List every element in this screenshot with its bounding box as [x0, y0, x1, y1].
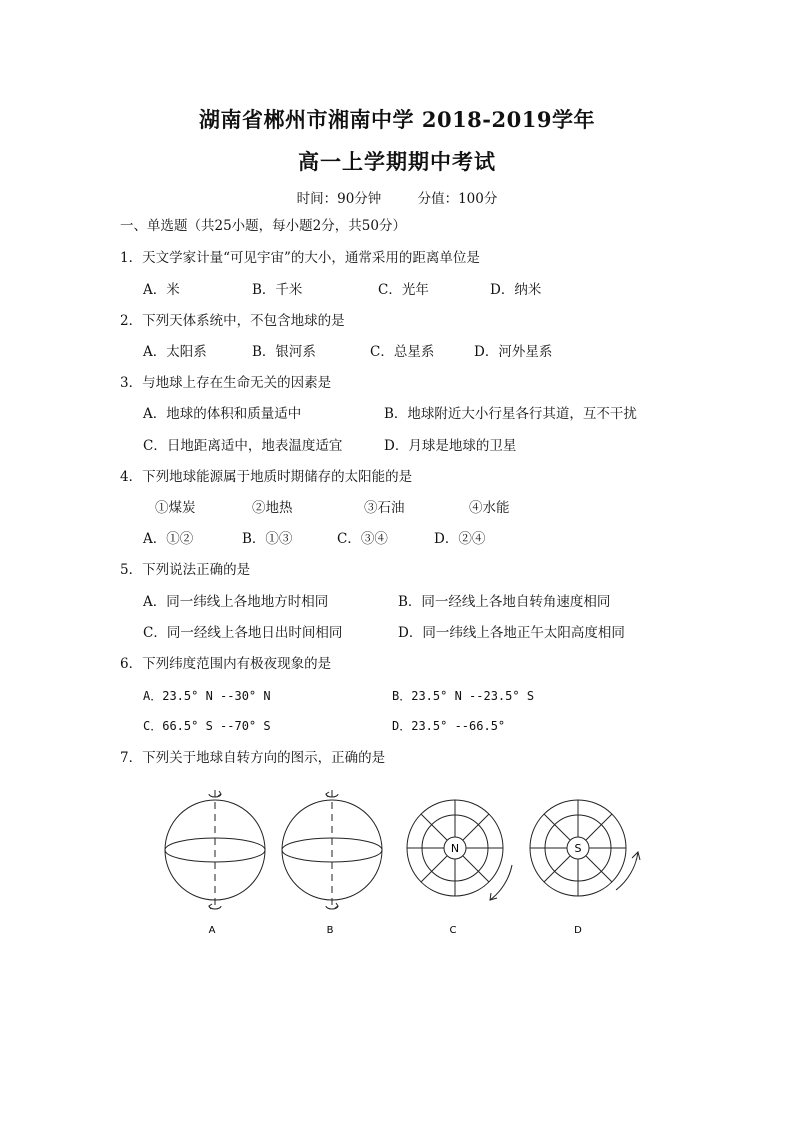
q5-option-d: D．同一纬线上各地正午太阳高度相同 — [398, 625, 625, 641]
q4-option-a: A．①② — [143, 531, 194, 547]
question-2-stem: 2．下列天体系统中，不包含地球的是 — [120, 313, 345, 329]
figure-label-d: D — [574, 925, 582, 936]
question-3-stem: 3．与地球上存在生命无关的因素是 — [120, 375, 332, 391]
south-pole-label: S — [574, 842, 582, 855]
q1-option-a: A．米 — [143, 282, 180, 298]
q1-option-b: B．千米 — [252, 282, 303, 298]
q4-option-c: C．③④ — [337, 531, 388, 547]
q3-option-d: D．月球是地球的卫星 — [384, 438, 517, 454]
q6-option-d: D．23.5° --66.5° — [392, 719, 506, 733]
q1-option-d: D．纳米 — [490, 282, 542, 298]
q6-option-a: A．23.5° N --30° N — [143, 689, 271, 703]
q3-option-a: A．地球的体积和质量适中 — [143, 406, 302, 422]
q6-option-c: C．66.5° S --70° S — [143, 719, 271, 733]
q4-option-b: B．①③ — [242, 531, 293, 547]
q4-item-3: ③石油 — [364, 500, 405, 516]
question-7-stem: 7．下列关于地球自转方向的图示，正确的是 — [120, 750, 386, 766]
q2-option-d: D．河外星系 — [474, 344, 553, 360]
q6-option-b: B．23.5° N --23.5° S — [392, 689, 535, 703]
q2-option-c: C．总星系 — [370, 344, 435, 360]
globe-a — [165, 790, 265, 910]
figure-label-b: B — [326, 925, 334, 936]
q3-option-b: B．地球附近大小行星各行其道，互不干扰 — [384, 406, 637, 422]
q4-item-2: ②地热 — [252, 500, 293, 516]
exam-info — [0, 187, 794, 207]
figure-label-a: A — [208, 925, 216, 936]
question-1-stem: 1．天文学家计量“可见宇宙”的大小，通常采用的距离单位是 — [120, 250, 480, 266]
q5-option-a: A．同一纬线上各地地方时相同 — [143, 594, 329, 610]
question-5-stem: 5．下列说法正确的是 — [120, 562, 251, 578]
section-heading: 一、单选题（共25小题，每小题2分，共50分） — [120, 218, 406, 234]
q4-item-4: ④水能 — [469, 500, 510, 516]
question-6-stem: 6．下列纬度范围内有极夜现象的是 — [120, 656, 332, 672]
polar-view-c — [407, 800, 512, 900]
q2-option-a: A．太阳系 — [143, 344, 207, 360]
exam-score: 分值：100分 — [417, 191, 498, 207]
question-4-stem: 4．下列地球能源属于地质时期储存的太阳能的是 — [120, 469, 413, 485]
exam-subtitle: 高一上学期期中考试 — [298, 149, 496, 174]
q5-option-c: C．同一经线上各地日出时间相同 — [143, 625, 343, 641]
rotation-figure — [150, 780, 650, 950]
polar-view-d — [530, 800, 640, 896]
exam-title: 湖南省郴州市湘南中学 2018-2019学年 — [199, 107, 595, 132]
figure-label-c: C — [449, 925, 457, 936]
q4-item-1: ①煤炭 — [155, 500, 196, 516]
q2-option-b: B．银河系 — [252, 344, 316, 360]
q4-option-d: D．②④ — [434, 531, 486, 547]
q1-option-c: C．光年 — [378, 282, 429, 298]
north-pole-label: N — [450, 842, 460, 855]
globe-b — [282, 790, 382, 910]
exam-time: 时间：90分钟 — [296, 191, 382, 207]
q5-option-b: B．同一经线上各地自转角速度相同 — [398, 594, 611, 610]
q3-option-c: C．日地距离适中，地表温度适宜 — [143, 438, 343, 454]
